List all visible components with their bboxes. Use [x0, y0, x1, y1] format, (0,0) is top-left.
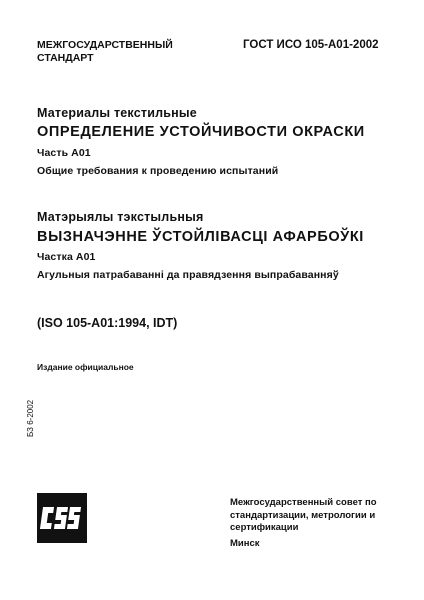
- header-line-1: МЕЖГОСУДАРСТВЕННЫЙ: [37, 39, 173, 51]
- title-ru-line-2: ОПРЕДЕЛЕНИЕ УСТОЙЧИВОСТИ ОКРАСКИ: [37, 124, 365, 140]
- publisher-city: Минск: [230, 538, 260, 549]
- header-line-2: СТАНДАРТ: [37, 52, 94, 64]
- title-ru-line-4: Общие требования к проведению испытаний: [37, 165, 279, 177]
- title-ru-line-3: Часть А01: [37, 147, 91, 159]
- publisher-line-2: стандартизации, метрологии и: [230, 509, 376, 521]
- side-stamp: БЗ 6-2002: [26, 399, 35, 437]
- title-by-line-4: Агульныя патрабаванні да правядзення выпрабаванняў: [37, 269, 339, 281]
- edition-label: Издание официальное: [37, 362, 134, 372]
- standard-number: ГОСТ ИСО 105-А01-2002: [243, 39, 379, 51]
- publisher-line-1: Межгосударственный совет по: [230, 497, 377, 508]
- title-by-line-2: ВЫЗНАЧЭННЕ ЎСТОЙЛІВАСЦІ АФАРБОЎКІ: [37, 229, 364, 245]
- title-by-line-1: Матэрыялы тэкстыльныя: [37, 210, 204, 224]
- standard-header-left: [37, 39, 173, 65]
- title-ru-line-1: Материалы текстильные: [37, 106, 197, 120]
- iso-reference: (ISO 105-A01:1994, IDT): [37, 316, 178, 330]
- gost-logo-icon: [37, 493, 87, 543]
- publisher-line-3: сертификации: [230, 522, 299, 533]
- title-by-line-3: Частка А01: [37, 251, 96, 263]
- publisher-block: [230, 497, 377, 535]
